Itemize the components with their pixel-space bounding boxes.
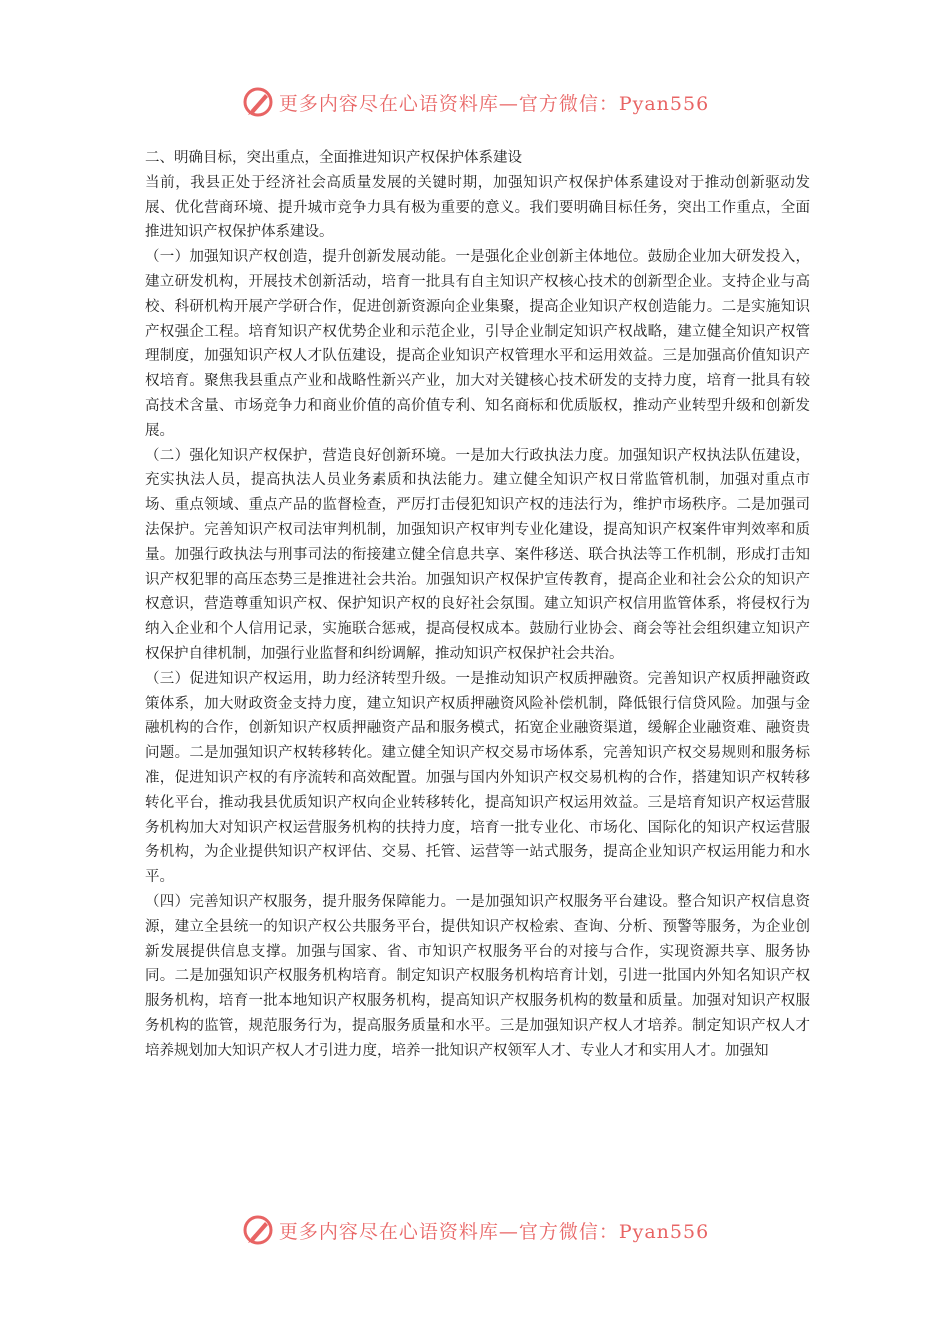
paragraph-3: （三）促进知识产权运用，助力经济转型升级。一是推动知识产权质押融资。完善知识产权质押融资政策体系，加大财政资金支持力度，建立知识产权质押融资风险补偿机制，降低银行信贷风险。加强与金融机构的合作，创新知识产权质押融资产品和服务模式，拓宽企业融资渠道，缓解企业融资难、融资贵问题。二是加强知识产权转移转化。建立健全知识产权交易市场体系，完善知识产权交易规则和服务标准，促进知识产权的有序流转和高效配置。加强与国内外知识产权交易机构的合作，搭建知识产权转移转化平台，推动我县优质知识产权向企业转移转化，提高知识产权运用效益。三是培育知识产权运营服务机构加大对知识产权运营服务机构的扶持力度，培育一批专业化、市场化、国际化的知识产权运营服务机构，为企业提供知识产权评估、交易、托管、运营等一站式服务，提高企业知识产权运用能力和水平。 bbox=[145, 670, 810, 886]
paragraph-2: （二）强化知识产权保护，营造良好创新环境。一是加大行政执法力度。加强知识产权执法队伍建设，充实执法人员，提高执法人员业务素质和执法能力。建立健全知识产权日常监管机制，加强对重点市场、重点领域、重点产品的监督检查，严厉打击侵犯知识产权的违法行为，维护市场秩序。二是加强司法保护。完善知识产权司法审判机制，加强知识产权审判专业化建设，提高知识产权案件审判效率和质量。加强行政执法与刑事司法的衔接建立健全信息共享、案件移送、联合执法等工作机制，形成打击知识产权犯罪的高压态势三是推进社会共治。加强知识产权保护宣传教育，提高企业和社会公众的知识产权意识，营造尊重知识产权、保护知识产权的良好社会氛围。建立知识产权信用监管体系，将侵权行为纳入企业和个人信用记录，实施联合惩戒，提高侵权成本。鼓励行业协会、商会等社会组织建立知识产权保护自律机制，加强行业监督和纠纷调解，推动知识产权保护社会共治。 bbox=[145, 447, 810, 662]
watermark-text: 更多内容尽在心语资料库—官方微信：Pyan556 bbox=[278, 1220, 710, 1243]
watermark-text: 更多内容尽在心语资料库—官方微信：Pyan556 bbox=[278, 92, 710, 115]
paragraph-1: （一）加强知识产权创造，提升创新发展动能。一是强化企业创新主体地位。鼓励企业加大研发投入，建立研发机构，开展技术创新活动，培育一批具有自主知识产权核心技术的创新型企业。支持企业与高校、科研机构开展产学研合作，促进创新资源向企业集聚，提高企业知识产权创造能力。二是实施知识产权强企工程。培育知识产权优势企业和示范企业，引导企业制定知识产权战略，建立健全知识产权管理制度，加强知识产权人才队伍建设，提高企业知识产权管理水平和运用效益。三是加强高价值知识产权培育。聚焦我县重点产业和战略性新兴产业，加大对关键核心技术研发的支持力度，培育一批具有较高技术含量、市场竞争力和商业价值的高价值专利、知名商标和优质版权，推动产业转型升级和创新发展。 bbox=[145, 249, 810, 439]
footer-watermark-banner bbox=[0, 1210, 950, 1250]
pen-logo-icon bbox=[241, 1213, 275, 1247]
section-heading: 二、明确目标，突出重点，全面推进知识产权保护体系建设 bbox=[145, 150, 522, 166]
pen-logo-icon bbox=[241, 85, 275, 119]
document-body bbox=[145, 146, 810, 1063]
header-watermark-banner bbox=[0, 82, 950, 122]
intro-paragraph: 当前，我县正处于经济社会高质量发展的关键时期，加强知识产权保护体系建设对于推动创新驱动发展、优化营商环境、提升城市竞争力具有极为重要的意义。我们要明确目标任务，突出工作重点，全面推进知识产权保护体系建设。 bbox=[145, 174, 810, 241]
paragraph-4: （四）完善知识产权服务，提升服务保障能力。一是加强知识产权服务平台建设。整合知识产权信息资源，建立全县统一的知识产权公共服务平台，提供知识产权检索、查询、分析、预警等服务，为企业创新发展提供信息支撑。加强与国家、省、市知识产权服务平台的对接与合作，实现资源共享、服务协同。二是加强知识产权服务机构培育。制定知识产权服务机构培育计划，引进一批国内外知名知识产权服务机构，培育一批本地知识产权服务机构，提高知识产权服务机构的数量和质量。加强对知识产权服务机构的监管，规范服务行为，提高服务质量和水平。三是加强知识产权人才培养。制定知识产权人才培养规划加大知识产权人才引进力度，培养一批知识产权领军人才、专业人才和实用人才。加强知 bbox=[145, 893, 810, 1059]
